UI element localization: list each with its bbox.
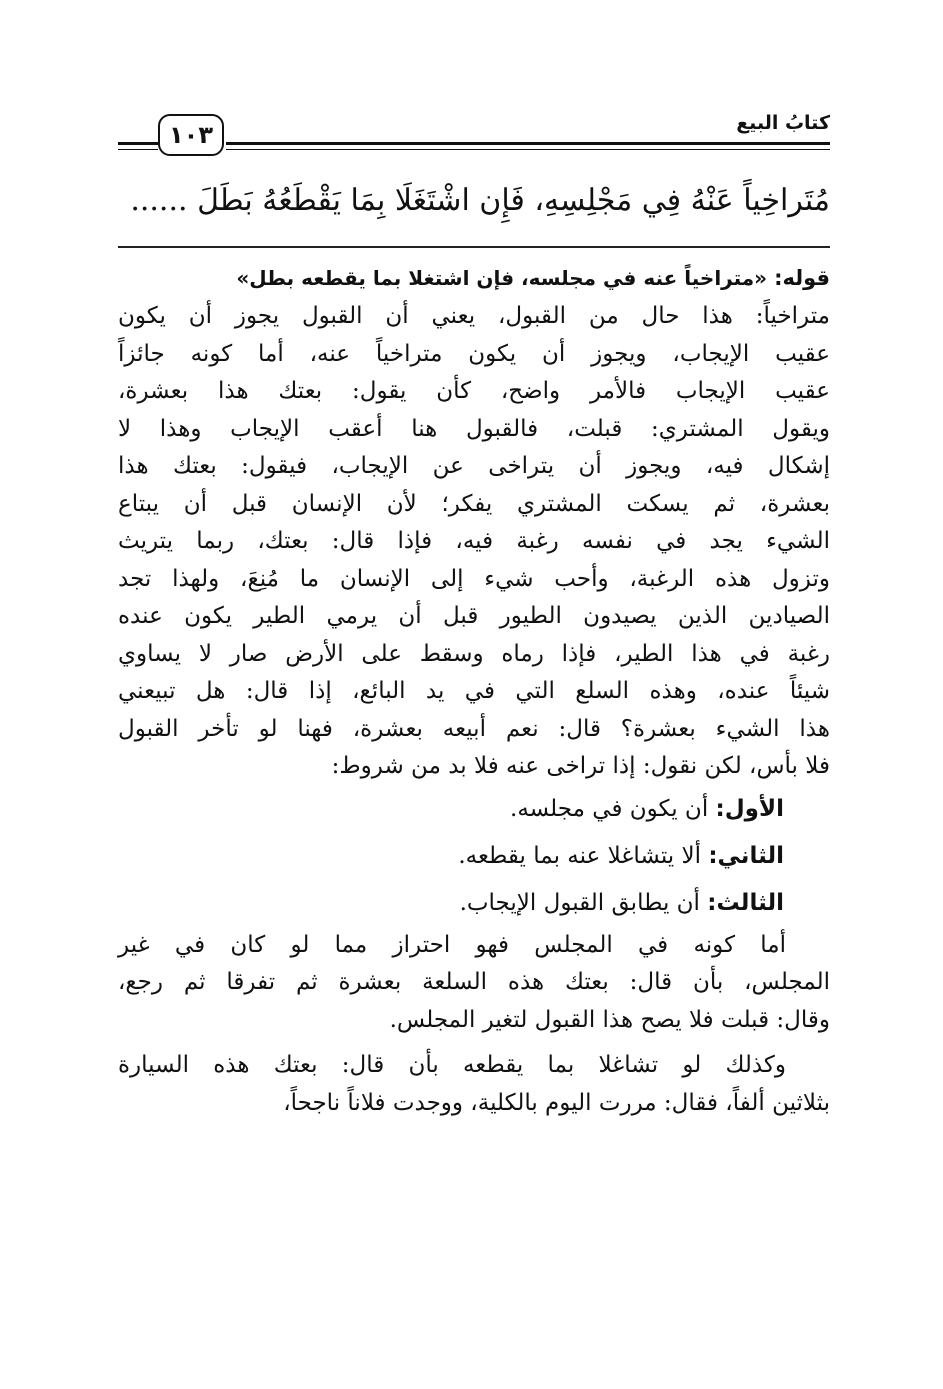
matn-separator [118, 246, 830, 248]
text-line: المجلس، بأن قال: بعتك هذه السلعة بعشرة ثم تفرقا ثم رجع، [118, 969, 830, 995]
header-rule [118, 149, 158, 150]
conditions-list [118, 786, 830, 927]
header-rule [118, 142, 158, 145]
condition-item [118, 786, 830, 833]
condition-label: الثاني: [708, 842, 784, 869]
text-line: الشيء يجد في نفسه رغبة فيه، فإذا قال: بعتك، ربما يتريث [118, 528, 830, 554]
text-line: عقيب الإيجاب، ويجوز أن يكون متراخياً عنه، أما كونه جائزاً [118, 340, 830, 367]
text-line: فلا بأس، لكن نقول: إذا تراخى عنه فلا بد من شروط: [331, 753, 830, 779]
text-line: وقال: قبلت فلا يصح هذا القبول لتغير المجلس. [389, 1006, 830, 1033]
condition-item [118, 833, 830, 880]
condition-item [118, 880, 830, 927]
page-number: ١٠٣ [158, 114, 224, 156]
text-line: ويقول المشتري: قبلت، فالقبول هنا أعقب الإيجاب وهذا لا [118, 415, 830, 442]
commentary-quote: «متراخياً عنه في مجلسه، فإن اشتغلا بما يقطعه بطل» [236, 266, 768, 290]
header-rule [226, 142, 830, 145]
text-line: عقيب الإيجاب فالأمر واضح، كأن يقول: بعتك هذا بعشرة، [118, 378, 830, 404]
text-line: هذا الشيء بعشرة؟ قال: نعم أبيعه بعشرة، فهنا لو تأخر القبول [118, 715, 830, 742]
text-line: أما كونه في المجلس فهو احتراز مما لو كان في غير [118, 931, 786, 958]
text-line: بثلاثين ألفاً، فقال: مررت اليوم بالكلية، ووجدت فلاناً ناجحاً، [283, 1089, 830, 1116]
book-page [118, 108, 830, 1348]
commentary-lead: قوله: [774, 266, 830, 290]
text-line: رغبة في هذا الطير، فإذا رماه وسقط على الأرض صار لا يساوي [118, 640, 830, 667]
condition-text: ألا يتشاغلا عنه بما يقطعه. [458, 842, 709, 869]
condition-label: الثالث: [707, 889, 784, 916]
paragraph-1 [118, 298, 830, 786]
text-line: وتزول هذه الرغبة، وأحب شيء إلى الإنسان ما مُنِعَ، ولهذا تجد [118, 565, 830, 592]
condition-label: الأول: [715, 795, 784, 822]
paragraph-2 [118, 927, 830, 1040]
matn-text: مُتَراخِياً عَنْهُ فِي مَجْلِسِهِ، فَإِن اشْتَغَلَا بِمَا يَقْطَعُهُ بَطَلَ ...... [130, 183, 830, 218]
text-line: إشكال فيه، ويجوز أن يتراخى عن الإيجاب، فيقول: بعتك هذا [118, 453, 830, 479]
text-line: الصيادين الذين يصيدون الطيور قبل أن يرمي الطير يكون عنده [118, 603, 830, 629]
text-line: شيئاً عنده، وهذه السلع التي في يد البائع، إذا قال: هل تبيعني [118, 678, 830, 704]
text-line: بعشرة، ثم يسكت المشتري يفكر؛ لأن الإنسان قبل أن يبتاع [118, 490, 830, 517]
condition-text: أن يكون في مجلسه. [510, 795, 716, 822]
chapter-title: كتابُ البيع [736, 112, 830, 134]
condition-text: أن يطابق القبول الإيجاب. [459, 889, 708, 916]
running-header [118, 108, 830, 160]
header-rule [226, 149, 830, 150]
text-line: متراخياً: هذا حال من القبول، يعني أن القبول يجوز أن يكون [118, 303, 830, 329]
text-line: وكذلك لو تشاغلا بما يقطعه بأن قال: بعتك هذه السيارة [118, 1052, 786, 1078]
paragraph-3 [118, 1047, 830, 1122]
commentary-heading [118, 258, 830, 298]
